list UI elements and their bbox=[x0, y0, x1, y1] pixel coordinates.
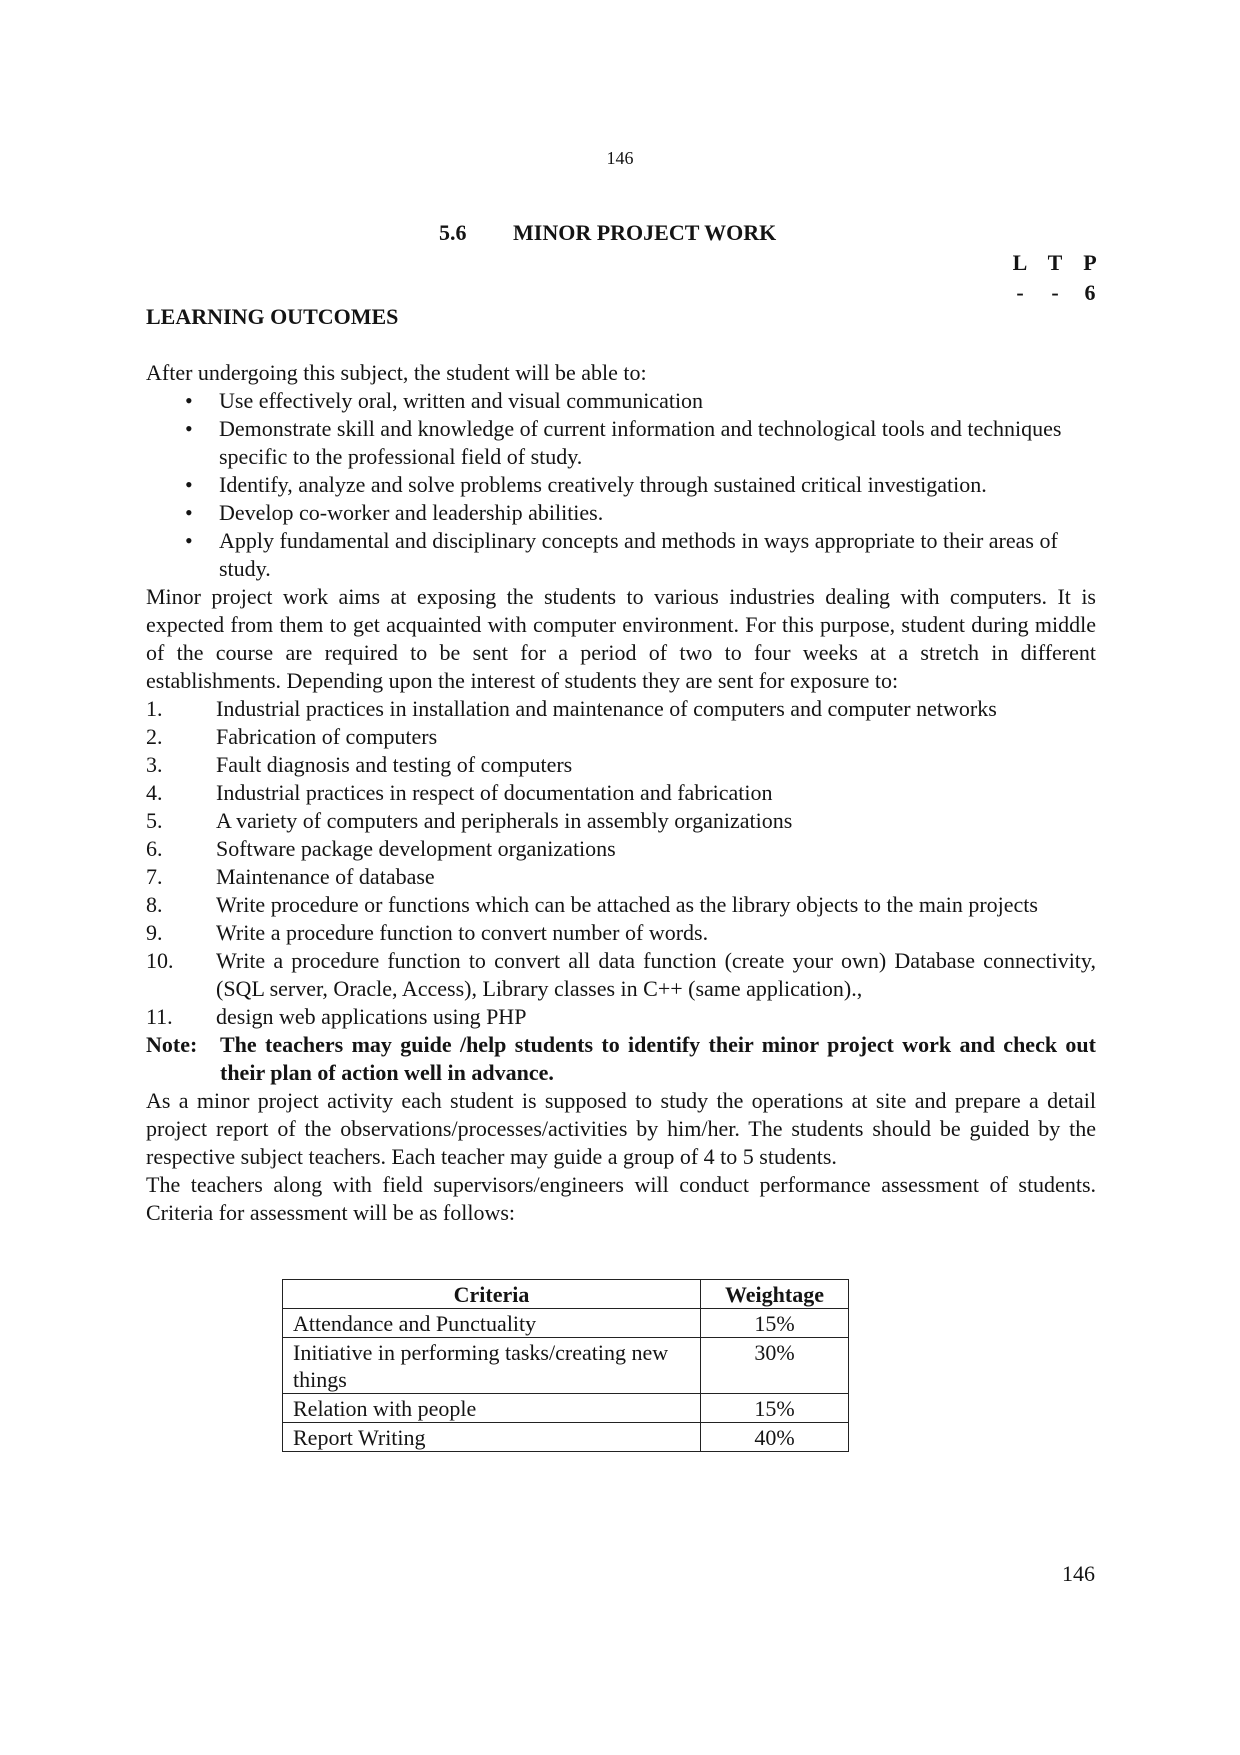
table-row bbox=[283, 1338, 849, 1394]
weightage-cell: 40% bbox=[701, 1423, 849, 1452]
exposure-item-number: 2. bbox=[146, 724, 163, 749]
exposure-item-text: Industrial practices in installation and maintenance of computers and computer networks bbox=[216, 696, 997, 721]
outcome-item: • Demonstrate skill and knowledge of current information and technological tools and techniques specific to the professional field of study. bbox=[146, 415, 1096, 471]
section-title-text: MINOR PROJECT WORK bbox=[513, 220, 777, 245]
exposure-item-number: 8. bbox=[146, 892, 163, 917]
exposure-item-number: 11. bbox=[146, 1004, 173, 1029]
exposure-item-text: Software package development organizations bbox=[216, 836, 616, 861]
note-label: Note: bbox=[146, 1032, 198, 1057]
weightage-cell: 30% bbox=[701, 1338, 849, 1394]
weightage-cell: 15% bbox=[701, 1394, 849, 1423]
exposure-item-text: Industrial practices in respect of documentation and fabrication bbox=[216, 780, 773, 805]
outcomes-list bbox=[146, 387, 1096, 583]
exposure-item-text: Maintenance of database bbox=[216, 864, 435, 889]
ltp-value-l: - bbox=[1016, 280, 1024, 305]
exposure-item-number: 3. bbox=[146, 752, 163, 777]
ltp-header-p: P bbox=[1083, 250, 1097, 275]
outcome-item: • Develop co-worker and leadership abilities. bbox=[146, 499, 1096, 527]
weightage-header: Weightage bbox=[701, 1280, 849, 1309]
ltp-headers bbox=[1010, 248, 1100, 278]
ltp-header-l: L bbox=[1012, 250, 1028, 275]
exposure-item-text: A variety of computers and peripherals in assembly organizations bbox=[216, 808, 793, 833]
table-row bbox=[283, 1423, 849, 1452]
exposure-item-number: 6. bbox=[146, 836, 163, 861]
exposure-item-text: design web applications using PHP bbox=[216, 1004, 527, 1029]
criteria-cell: Report Writing bbox=[283, 1423, 701, 1452]
exposure-item bbox=[146, 1003, 1096, 1031]
exposure-item bbox=[146, 947, 1096, 1003]
page-number-top: 146 bbox=[606, 148, 634, 168]
criteria-table bbox=[282, 1279, 849, 1452]
page-number-bottom: 146 bbox=[1062, 1561, 1095, 1586]
exposure-item-number: 9. bbox=[146, 920, 163, 945]
exposure-item-text: Fabrication of computers bbox=[216, 724, 438, 749]
note bbox=[146, 1031, 1096, 1087]
ltp-value-p: 6 bbox=[1084, 280, 1096, 305]
table-row bbox=[283, 1394, 849, 1423]
exposure-item bbox=[146, 863, 1096, 891]
exposure-item-text: Fault diagnosis and testing of computers bbox=[216, 752, 573, 777]
criteria-table-header bbox=[283, 1280, 849, 1309]
assessment-paragraph: The teachers along with field supervisors/engineers will conduct performance assessment of students. Criteria for assessment will be as follows: bbox=[146, 1172, 1096, 1225]
exposure-item-number: 10. bbox=[146, 948, 174, 973]
learning-outcomes-heading: LEARNING OUTCOMES bbox=[146, 304, 399, 329]
exposure-item-number: 1. bbox=[146, 696, 163, 721]
exposure-item bbox=[146, 835, 1096, 863]
outcome-item: • Use effectively oral, written and visual communication bbox=[146, 387, 1096, 415]
outcome-item: • Apply fundamental and disciplinary concepts and methods in ways appropriate to their areas of study. bbox=[146, 527, 1096, 583]
exposure-item-number: 4. bbox=[146, 780, 163, 805]
exposure-item-text: Write a procedure function to convert all data function (create your own) Database connectivity, (SQL server, Oracle, Access), Library classes in C++ (same application)., bbox=[216, 948, 1096, 1001]
table-row bbox=[283, 1309, 849, 1338]
exposure-item bbox=[146, 919, 1096, 947]
exposure-item-number: 5. bbox=[146, 808, 163, 833]
weightage-cell: 15% bbox=[701, 1309, 849, 1338]
activity-paragraph: As a minor project activity each student is supposed to study the operations at site and prepare a detail project report of the observations/processes/activities by him/her. The students should be guided by the respective subject teachers. Each teacher may guide a group of 4 to 5 students. bbox=[146, 1088, 1096, 1169]
exposure-item bbox=[146, 695, 1096, 723]
exposure-item bbox=[146, 751, 1096, 779]
exposure-item bbox=[146, 807, 1096, 835]
ltp-value-t: - bbox=[1051, 280, 1059, 305]
note-text: The teachers may guide /help students to identify their minor project work and check out their plan of action well in advance. bbox=[220, 1032, 1096, 1085]
intro-text: After undergoing this subject, the student will be able to: bbox=[146, 360, 647, 385]
body-text bbox=[146, 359, 1096, 1227]
criteria-cell: Initiative in performing tasks/creating new things bbox=[283, 1338, 701, 1394]
criteria-cell: Attendance and Punctuality bbox=[283, 1309, 701, 1338]
exposure-item bbox=[146, 779, 1096, 807]
ltp-values bbox=[1010, 278, 1100, 308]
ltp-block bbox=[1010, 248, 1100, 308]
outcome-item: • Identify, analyze and solve problems creatively through sustained critical investigation. bbox=[146, 471, 1096, 499]
ltp-header-t: T bbox=[1047, 250, 1063, 275]
criteria-cell: Relation with people bbox=[283, 1394, 701, 1423]
exposure-item bbox=[146, 891, 1096, 919]
minor-project-paragraph: Minor project work aims at exposing the students to various industries dealing with computers. It is expected from them to get acquainted with computer environment. For this purpose, student during middle of the course are required to be sent for a period of two to four weeks at a stretch in different establishments. Depending upon the interest of students they are sent for exposure to: bbox=[146, 584, 1096, 693]
exposure-item-number: 7. bbox=[146, 864, 163, 889]
exposure-item-text: Write procedure or functions which can be attached as the library objects to the main projects bbox=[216, 892, 1038, 917]
exposure-item-text: Write a procedure function to convert number of words. bbox=[216, 920, 709, 945]
criteria-header: Criteria bbox=[283, 1280, 701, 1309]
exposure-list bbox=[146, 695, 1096, 1031]
section-title bbox=[439, 220, 776, 246]
section-number: 5.6 bbox=[439, 220, 467, 245]
exposure-item bbox=[146, 723, 1096, 751]
